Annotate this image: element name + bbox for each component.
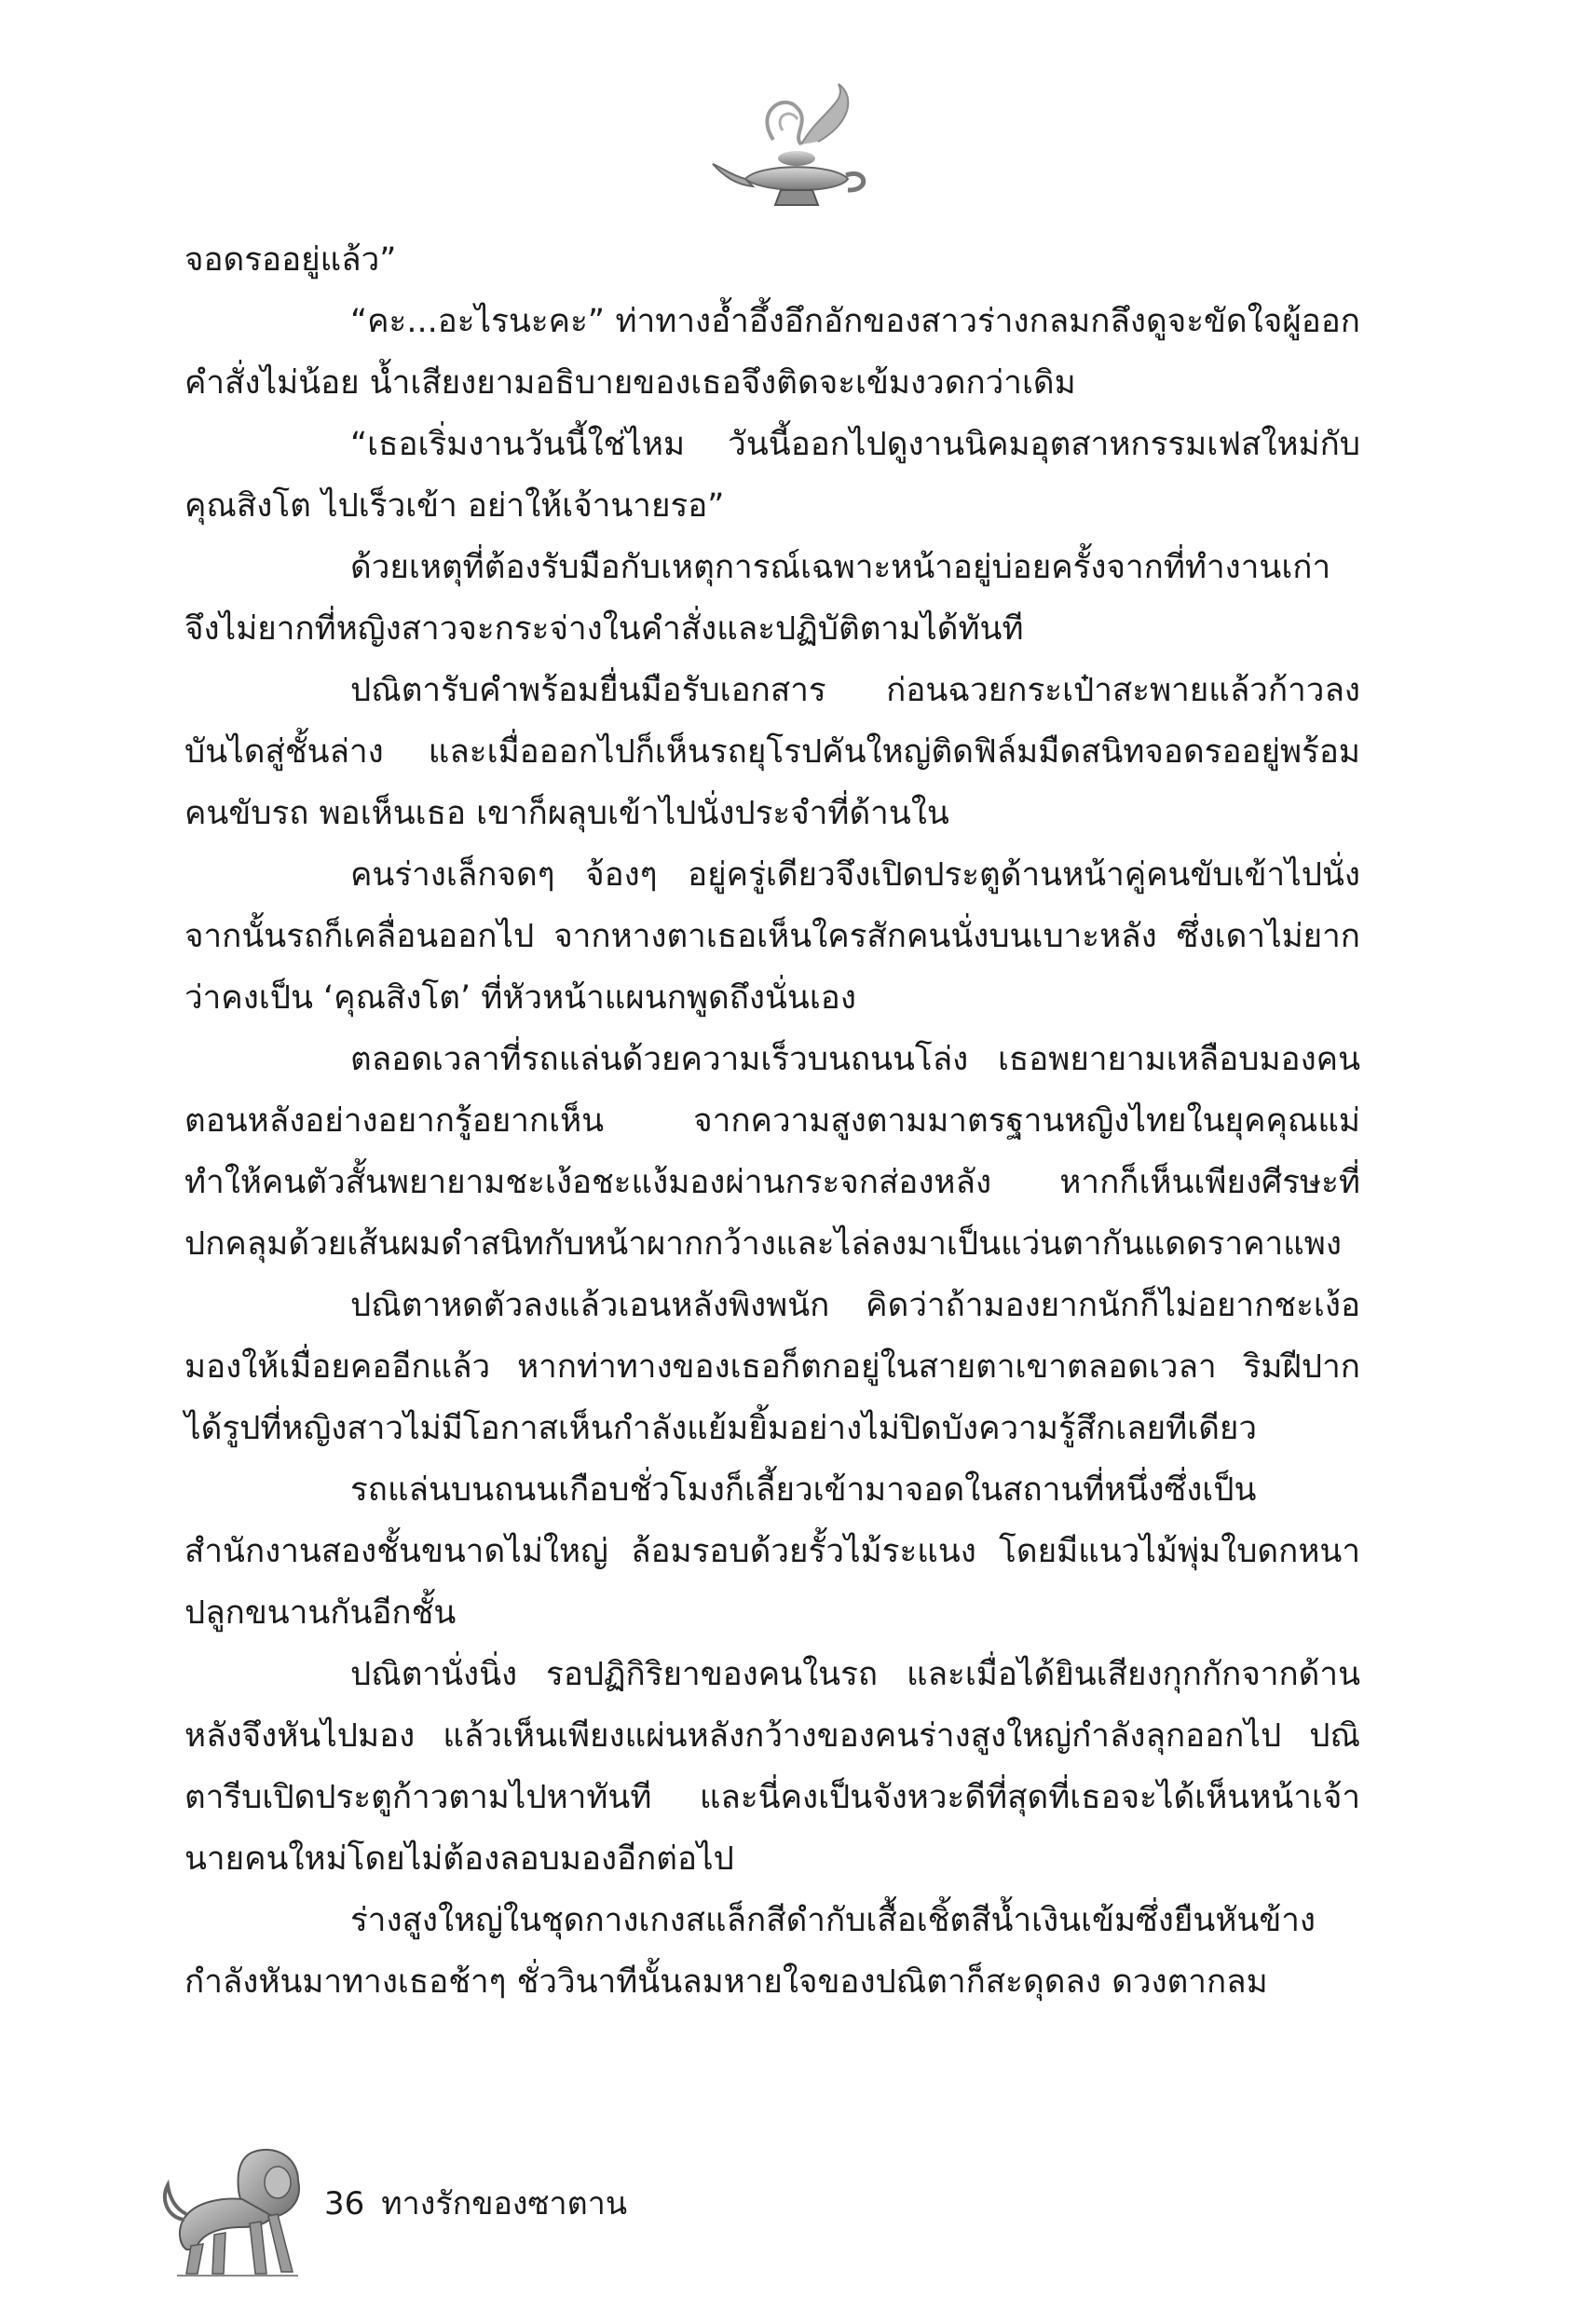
page-number: 36 bbox=[324, 2185, 365, 2222]
page-footer bbox=[158, 2134, 811, 2283]
paragraph-5: ปณิตารับคำพร้อมยื่นมือรับเอกสาร ก่อนฉวยกระเป๋าสะพายแล้วก้าวลงบันไดสู่ชั้นล่าง และเมื่อออกไปก็เห็นรถยุโรปคันใหญ่ติดฟิล์มมืดสนิทจอดรออยู่พร้อมคนขับรถ พอเห็นเธอ เขาก็ผลุบเข้าไปนั่งประจำที่ด้านใน bbox=[184, 672, 1360, 832]
lion-icon bbox=[158, 2134, 317, 2283]
paragraph-11: ร่างสูงใหญ่ในชุดกางเกงสแล็กสีดำกับเสื้อเชิ้ตสีน้ำเงินเข้มซึ่งยืนหันข้างกำลังหันมาทางเธอช้าๆ ชั่ววินาทีนั้นลมหายใจของปณิตาก็สะดุดลง ดวงตากลม bbox=[184, 1902, 1316, 2001]
genie-lamp-icon bbox=[708, 75, 876, 233]
paragraph-4: ด้วยเหตุที่ต้องรับมือกับเหตุการณ์เฉพาะหน้าอยู่บ่อยครั้งจากที่ทำงานเก่า จึงไม่ยากที่หญิงสาวจะกระจ่างในคำสั่งและปฏิบัติตามได้ทันที bbox=[184, 549, 1331, 648]
paragraph-2: “คะ...อะไรนะคะ” ท่าทางอ้ำอึ้งอึกอักของสาวร่างกลมกลึงดูจะขัดใจผู้ออกคำสั่งไม่น้อย น้ำเสียงยามอธิบายของเธอจึงติดจะเข้มงวดกว่าเดิม bbox=[184, 303, 1360, 402]
book-title: ทางรักของซาตาน bbox=[381, 2185, 628, 2222]
paragraph-7: ตลอดเวลาที่รถแล่นด้วยความเร็วบนถนนโล่ง เธอพยายามเหลือบมองคนตอนหลังอย่างอยากรู้อยากเห็น จากความสูงตามมาตรฐานหญิงไทยในยุคคุณแม่ ทำให้คนตัวสั้นพยายามชะเง้อชะแง้มองผ่านกระจกส่องหลัง หากก็เห็นเพียงศีรษะที่ปกคลุมด้วยเส้นผมดำสนิทกับหน้าผากกว้างและไล่ลงมาเป็นแว่นตากันแดดราคาแพง bbox=[184, 1041, 1360, 1263]
footer-text bbox=[324, 2181, 644, 2227]
paragraph-10: ปณิตานั่งนิ่ง รอปฏิกิริยาของคนในรถ และเมื่อได้ยินเสียงกุกกักจากด้านหลังจึงหันไปมอง แล้วเห็นเพียงแผ่นหลังกว้างของคนร่างสูงใหญ่กำลังลุกออกไป ปณิตารีบเปิดประตูก้าวตามไปหาทันที และนี่คงเป็นจังหวะดีที่สุดที่เธอจะได้เห็นหน้าเจ้านายคนใหม่โดยไม่ต้องลอบมองอีกต่อไป bbox=[184, 1656, 1360, 1878]
paragraph-9: รถแล่นบนถนนเกือบชั่วโมงก็เลี้ยวเข้ามาจอดในสถานที่หนึ่งซึ่งเป็นสำนักงานสองชั้นขนาดไม่ใหญ่ ล้อมรอบด้วยรั้วไม้ระแนง โดยมีแนวไม้พุ่มใบดกหนาปลูกขนานกันอีกชั้น bbox=[184, 1471, 1360, 1632]
paragraph-6: คนร่างเล็กจดๆ จ้องๆ อยู่ครู่เดียวจึงเปิดประตูด้านหน้าคู่คนขับเข้าไปนั่ง จากนั้นรถก็เคลื่อนออกไป จากหางตาเธอเห็นใครสักคนนั่งบนเบาะหลัง ซึ่งเดาไม่ยากว่าคงเป็น ‘คุณสิงโต’ ที่หัวหน้าแผนกพูดถึงนั่นเอง bbox=[184, 856, 1360, 1017]
paragraph-8: ปณิตาหดตัวลงแล้วเอนหลังพิงพนัก คิดว่าถ้ามองยากนักก็ไม่อยากชะเง้อมองให้เมื่อยคออีกแล้ว หากท่าทางของเธอก็ตกอยู่ในสายตาเขาตลอดเวลา ริมฝีปากได้รูปที่หญิงสาวไม่มีโอกาสเห็นกำลังแย้มยิ้มอย่างไม่ปิดบังความรู้สึกเลยทีเดียว bbox=[184, 1287, 1360, 1447]
paragraph-3: “เธอเริ่มงานวันนี้ใช่ไหม วันนี้ออกไปดูงานนิคมอุตสาหกรรมเฟสใหม่กับคุณสิงโต ไปเร็วเข้า อย่าให้เจ้านายรอ” bbox=[184, 426, 1360, 525]
paragraph-1: จอดรออยู่แล้ว” bbox=[184, 241, 397, 279]
chapter-text bbox=[184, 229, 1360, 2013]
